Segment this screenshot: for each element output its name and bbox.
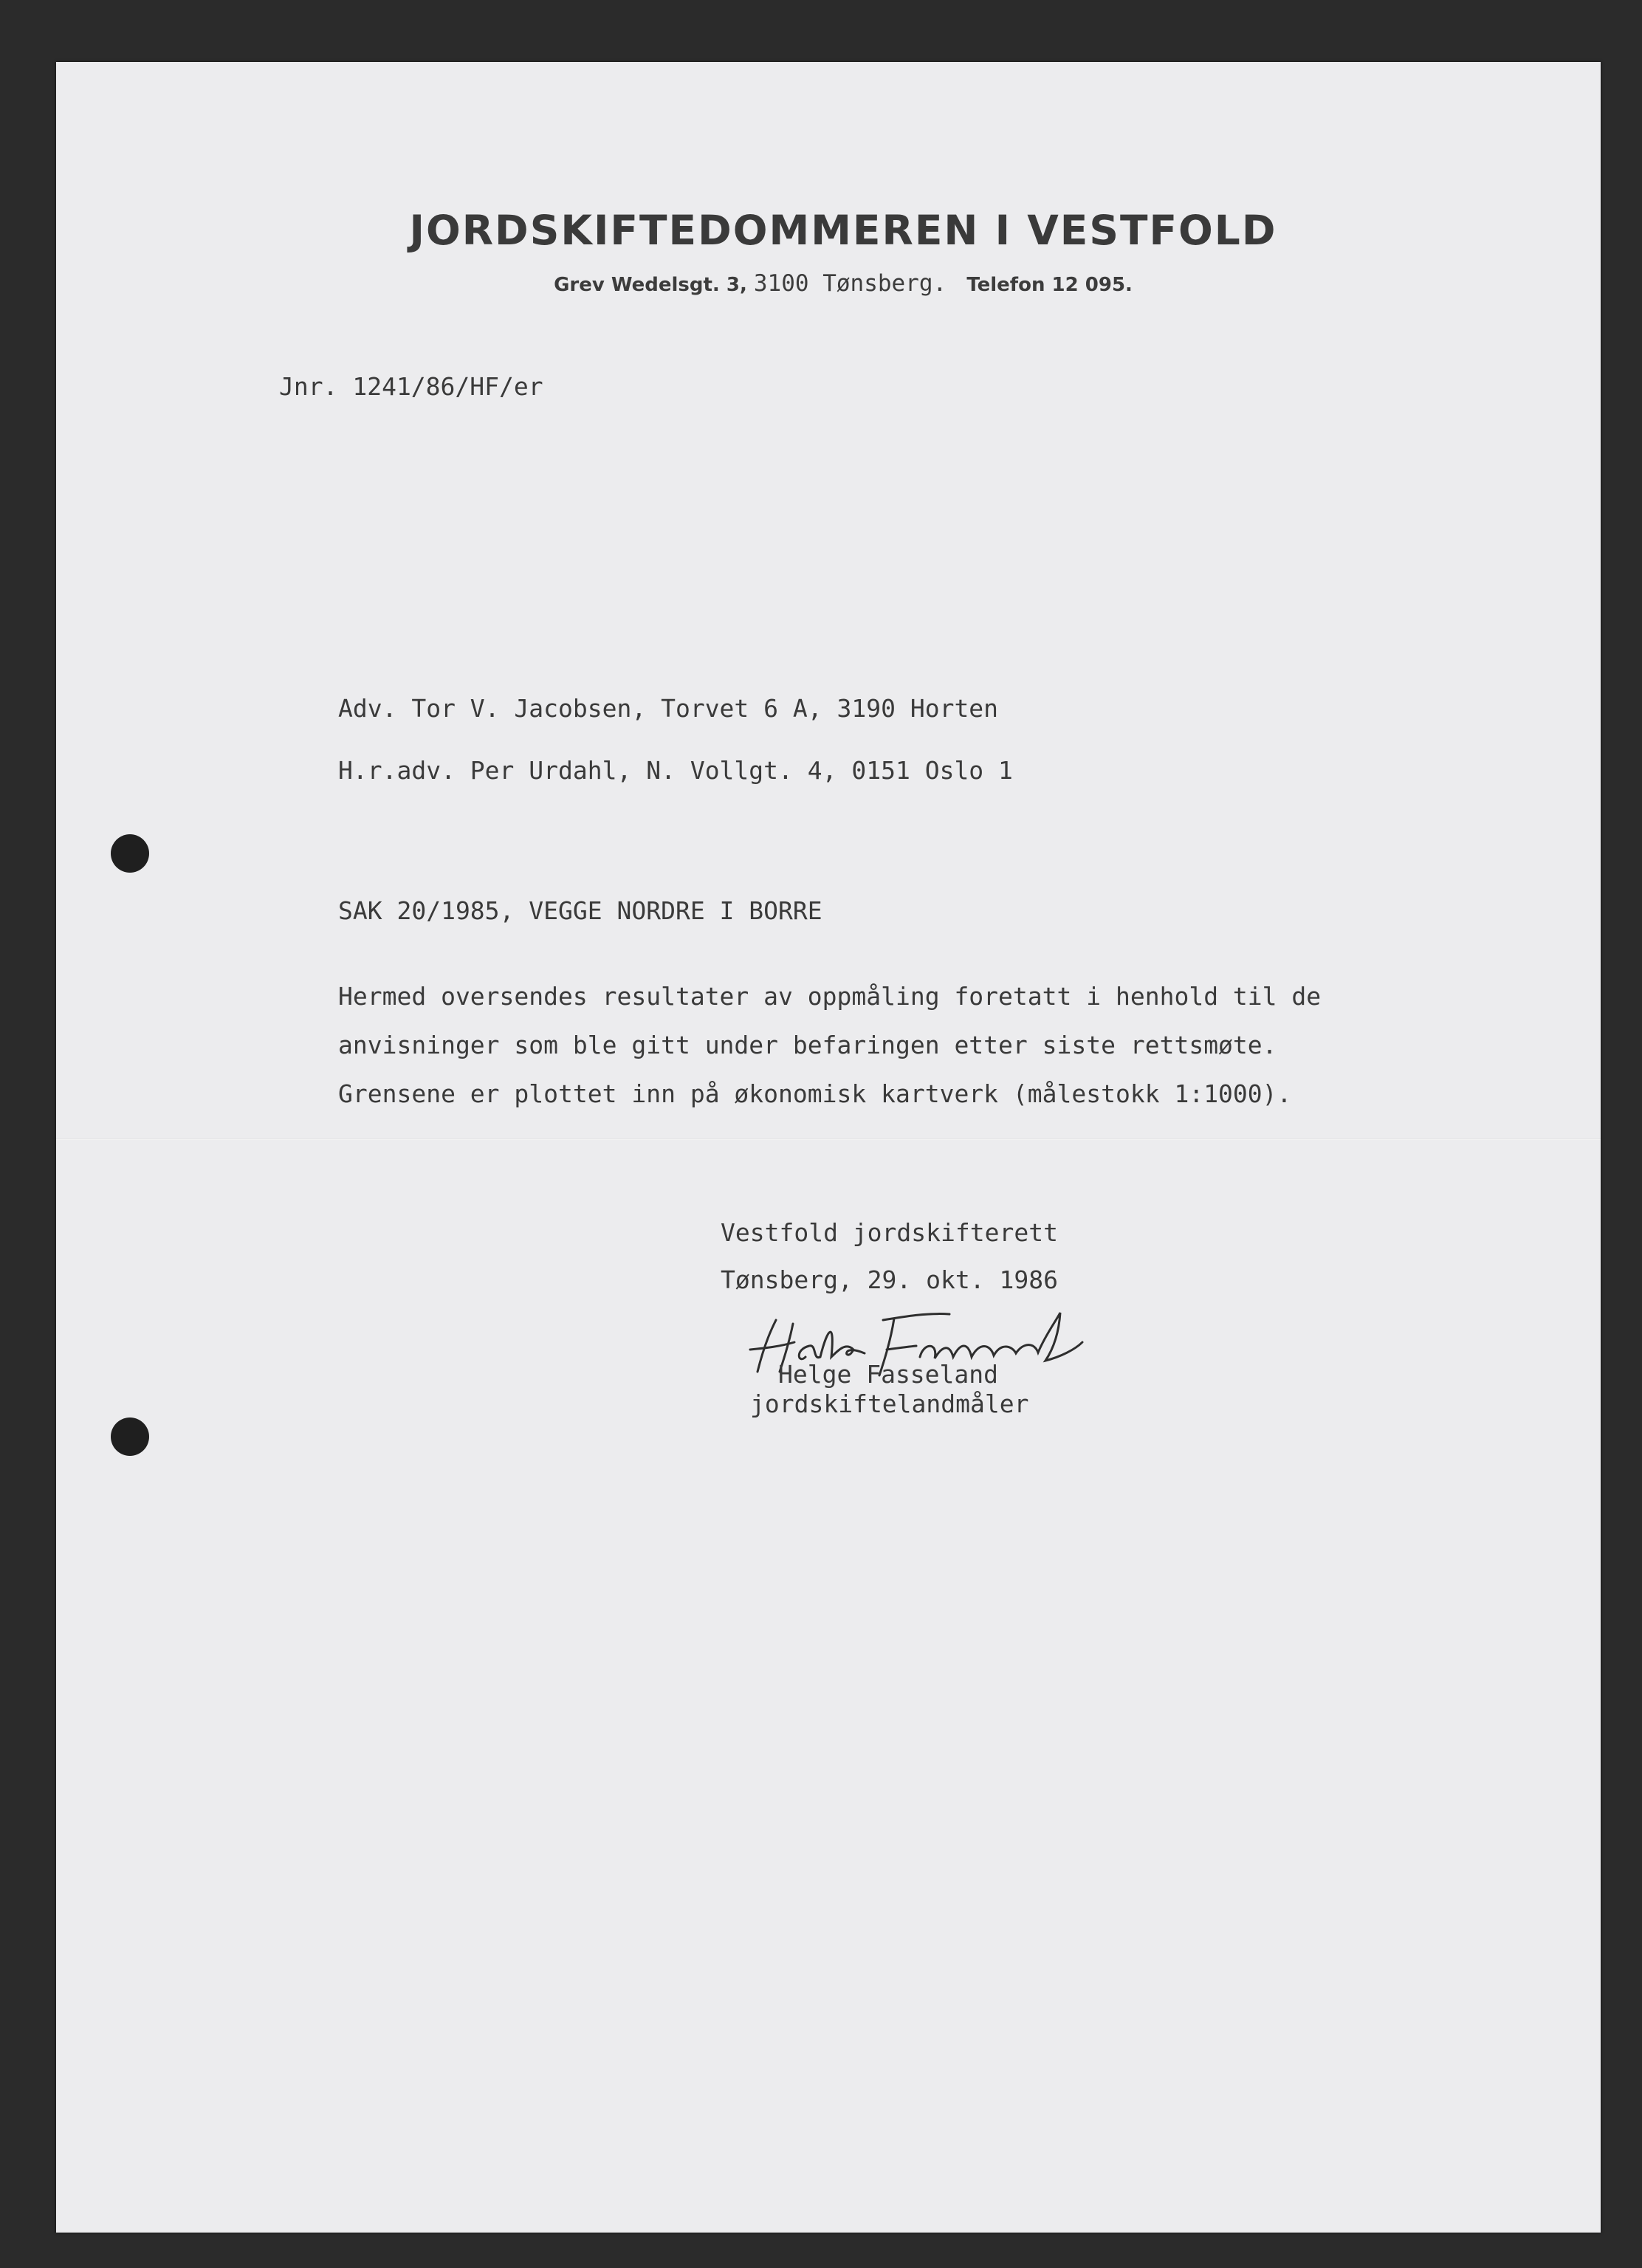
signatory-title: jordskiftelandmåler <box>750 1389 1029 1418</box>
letterhead-city: 3100 Tønsberg. <box>753 270 947 297</box>
letterhead-phone: Telefon 12 095. <box>966 274 1133 296</box>
fold-line <box>56 1138 1601 1140</box>
body-line: anvisninger som ble gitt under befaringen etter siste rettsmøte. <box>338 1031 1277 1059</box>
letterhead-address <box>71 270 1615 297</box>
recipient-2: H.r.adv. Per Urdahl, N. Vollgt. 4, 0151 Oslo 1 <box>338 756 1013 785</box>
recipient-1: Adv. Tor V. Jacobsen, Torvet 6 A, 3190 Horten <box>338 694 999 723</box>
punch-hole-top <box>111 834 149 873</box>
closing-place-date: Tønsberg, 29. okt. 1986 <box>721 1265 1058 1294</box>
letterhead-street: Grev Wedelsgt. 3, <box>554 274 747 296</box>
letter-page <box>56 62 1601 2233</box>
punch-hole-bottom <box>111 1418 149 1456</box>
signatory-name: Helge Fasseland <box>778 1360 999 1389</box>
closing-organization: Vestfold jordskifterett <box>721 1218 1058 1247</box>
journal-reference: Jnr. 1241/86/HF/er <box>279 372 543 401</box>
subject-line: SAK 20/1985, VEGGE NORDRE I BORRE <box>338 896 822 925</box>
letterhead-title: JORDSKIFTEDOMMEREN I VESTFOLD <box>409 207 1277 254</box>
body-line: Hermed oversendes resultater av oppmåling foretatt i henhold til de <box>338 982 1322 1011</box>
body-line: Grensene er plottet inn på økonomisk kartverk (målestokk 1:1000). <box>338 1079 1292 1108</box>
